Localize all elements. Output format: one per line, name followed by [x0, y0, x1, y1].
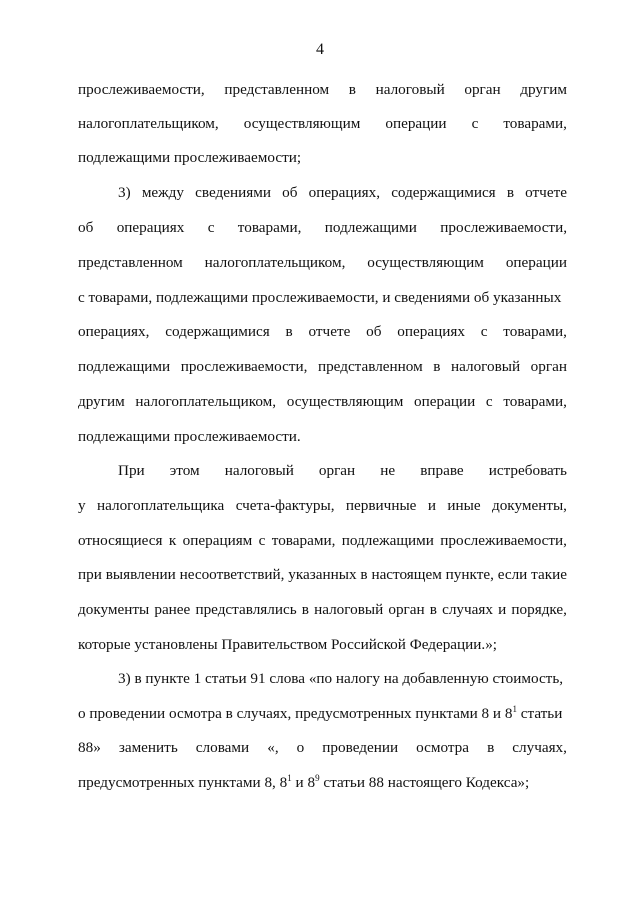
text-line: [78, 80, 567, 100]
text-line: [78, 392, 567, 412]
word: об: [282, 184, 298, 201]
text-line: с товарами, подлежащими прослеживаемости, и сведениями об указанных: [78, 289, 562, 306]
word: подлежащими: [324, 219, 417, 236]
word: и: [498, 601, 507, 618]
superscript: 1: [287, 773, 292, 783]
text-line: [78, 600, 567, 620]
word: представленном: [78, 254, 183, 271]
text-line: о проведении осмотра в случаях, предусмотренных пунктами 8 и $8^1$ статьи: [78, 704, 563, 722]
text-line: подлежащими прослеживаемости.: [78, 428, 301, 445]
word: документы: [78, 601, 150, 618]
word: товарами,: [503, 115, 567, 132]
word: операции: [414, 393, 476, 410]
word: сведениями: [195, 184, 271, 201]
word: при: [78, 566, 102, 583]
word: заменить: [118, 739, 178, 756]
word: операциях,: [308, 184, 381, 201]
word: в: [348, 81, 356, 98]
text-line: [118, 461, 567, 481]
word: операциям: [182, 532, 253, 549]
word: представлялись: [195, 601, 297, 618]
word: если: [497, 566, 528, 583]
text-line: [78, 322, 567, 342]
word: налоговый: [375, 81, 445, 98]
word: проведении: [322, 739, 399, 756]
word: осуществляющим: [367, 254, 484, 271]
word: такие: [531, 566, 567, 583]
word: документы,: [491, 497, 567, 514]
word: осуществляющим: [286, 393, 404, 410]
page-number: 4: [316, 41, 324, 58]
word: товарами,: [503, 393, 567, 410]
word: случаях,: [512, 739, 567, 756]
word: об: [366, 323, 382, 340]
word: в: [360, 566, 368, 583]
word: истребовать: [488, 462, 567, 479]
word: орган: [388, 601, 425, 618]
word: операциях,: [78, 323, 150, 340]
word: у: [78, 497, 86, 514]
word: счета-фактуры,: [235, 497, 335, 514]
text-line: [78, 114, 567, 134]
word: При: [118, 462, 145, 479]
word: порядке,: [511, 601, 567, 618]
word: в: [487, 739, 495, 756]
word: налогоплательщика: [97, 497, 225, 514]
text-line: 3) в пункте 1 статьи 91 слова «по налогу на добавленную стоимость,: [118, 670, 564, 687]
word: в: [285, 323, 293, 340]
word: этом: [169, 462, 200, 479]
word: осмотра: [416, 739, 470, 756]
word: подлежащими: [78, 358, 171, 375]
superscript: 9: [315, 773, 320, 783]
word: товарами,: [271, 532, 336, 549]
word: несоответствий,: [179, 566, 285, 583]
word: с: [480, 323, 488, 340]
word: операциях: [397, 323, 465, 340]
word: содержащимися: [165, 323, 270, 340]
word: настоящем: [371, 566, 442, 583]
word: орган: [530, 358, 567, 375]
word: налоговый: [224, 462, 294, 479]
word: 88»: [78, 739, 101, 756]
word: случаях: [442, 601, 493, 618]
word: с: [207, 219, 215, 236]
text-line: [78, 253, 567, 273]
word: и: [427, 497, 436, 514]
word: с: [485, 393, 493, 410]
word: вправе: [420, 462, 464, 479]
text-line: [78, 531, 567, 551]
word: в: [506, 184, 514, 201]
word: операциях: [116, 219, 185, 236]
word: представленном: [224, 81, 330, 98]
text-line: которые установлены Правительством Российской Федерации.»;: [78, 636, 498, 653]
word: о: [296, 739, 305, 756]
word: налогоплательщиком,: [204, 254, 346, 271]
text-line: [78, 738, 567, 758]
word: указанных: [288, 566, 357, 583]
word: прослеживаемости,: [78, 81, 205, 98]
word: «,: [267, 739, 279, 756]
superscript: 1: [512, 704, 517, 714]
word: в: [301, 601, 309, 618]
word: первичные: [345, 497, 417, 514]
word: орган: [464, 81, 501, 98]
text-line: [78, 565, 567, 585]
word: словами: [195, 739, 250, 756]
word: товарами,: [503, 323, 567, 340]
text-line: предусмотренных пунктами 8, $8^1$ и $8^9$ статьи 88 настоящего Кодекса»;: [78, 773, 530, 791]
word: прослеживаемости,: [180, 358, 308, 375]
word: операции: [505, 254, 567, 271]
word: прослеживаемости,: [440, 532, 567, 549]
word: налогоплательщиком,: [78, 115, 219, 132]
word: отчете: [525, 184, 567, 201]
word: с: [471, 115, 479, 132]
word: в: [433, 358, 441, 375]
word: ранее: [154, 601, 191, 618]
word: в: [429, 601, 437, 618]
word: другим: [520, 81, 567, 98]
word: иные: [447, 497, 481, 514]
word: относящиеся: [78, 532, 163, 549]
word: с: [258, 532, 266, 549]
text-line: [78, 218, 567, 238]
text-line: подлежащими прослеживаемости;: [78, 149, 302, 166]
word: другим: [78, 393, 125, 410]
word: отчете: [308, 323, 351, 340]
word: между: [141, 184, 184, 201]
word: подлежащими: [341, 532, 434, 549]
word: не: [380, 462, 396, 479]
word: содержащимися: [391, 184, 496, 201]
word: налоговый: [314, 601, 384, 618]
word: операции: [385, 115, 447, 132]
word: выявлении: [105, 566, 176, 583]
word: представленном: [317, 358, 423, 375]
word: пункте,: [445, 566, 494, 583]
text-line: [118, 183, 567, 203]
word: к: [168, 532, 177, 549]
word: об: [78, 219, 94, 236]
word: осуществляющим: [243, 115, 361, 132]
word: налогоплательщиком,: [135, 393, 277, 410]
word: прослеживаемости,: [440, 219, 567, 236]
word: 3): [118, 184, 131, 201]
word: налоговый: [450, 358, 521, 375]
text-line: [78, 496, 567, 516]
word: орган: [318, 462, 356, 479]
word: товарами,: [237, 219, 302, 236]
text-line: [78, 357, 567, 377]
